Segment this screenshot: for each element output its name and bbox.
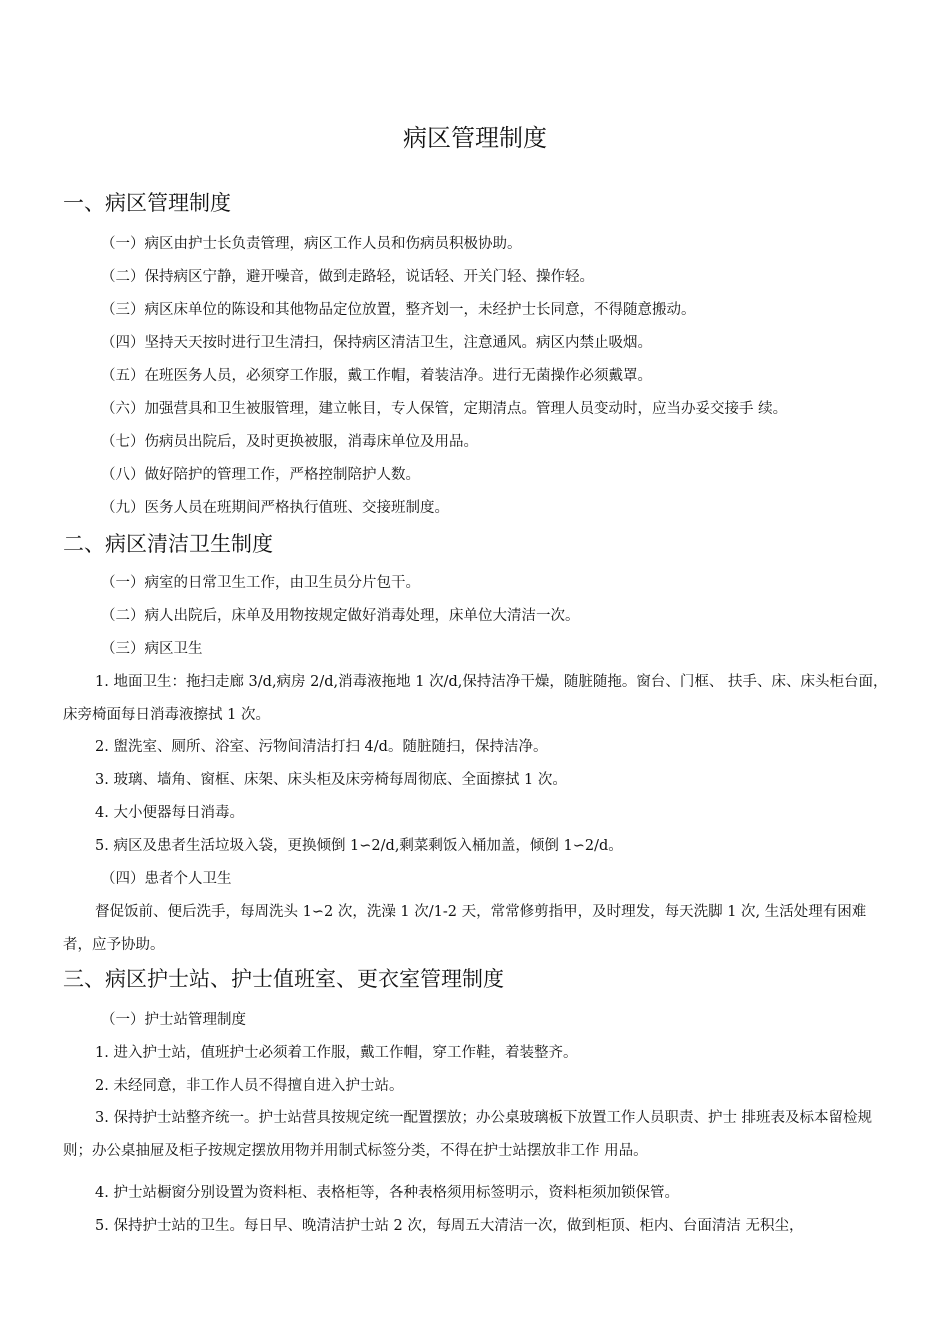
paragraph: 4. 大小便器每日消毒。 <box>95 805 244 821</box>
paragraph: （一）病区由护士长负责管理，病区工作人员和伤病员积极协助。 <box>101 236 522 252</box>
paragraph: （一）病室的日常卫生工作，由卫生员分片包干。 <box>101 575 420 591</box>
paragraph: （六）加强营具和卫生被服管理，建立帐目，专人保管，定期清点。管理人员变动时，应当办妥交接手 续。 <box>101 401 788 417</box>
paragraph: 5. 保持护士站的卫生。每日早、晚清洁护士站 2 次，每周五大清洁一次，做到柜顶、柜内、台面清洁 无积尘， <box>95 1218 804 1234</box>
paragraph: （一）护士站管理制度 <box>101 1012 246 1028</box>
paragraph: （八）做好陪护的管理工作，严格控制陪护人数。 <box>101 467 420 483</box>
paragraph: （三）病区床单位的陈设和其他物品定位放置，整齐划一，未经护士长同意，不得随意搬动。 <box>101 302 696 318</box>
paragraph: （二）病人出院后，床单及用物按规定做好消毒处理，床单位大清洁一次。 <box>101 608 580 624</box>
paragraph: （三）病区卫生 <box>101 641 203 657</box>
paragraph: （四）患者个人卫生 <box>101 871 232 887</box>
paragraph: （二）保持病区宁静，避开噪音，做到走路轻，说话轻、开关门轻、操作轻。 <box>101 269 594 285</box>
paragraph: 5. 病区及患者生活垃圾入袋，更换倾倒 1∽2/d,剩菜剩饭入桶加盖，倾倒 1∽2/d。 <box>95 838 623 854</box>
paragraph: 督促饭前、便后洗手，每周洗头 1∽2 次，洗澡 1 次/1-2 天，常常修剪指甲，及时理发，每天洗脚 1 次, 生活处理有困难者，应予协助。 <box>63 904 867 953</box>
paragraph: （四）坚持天天按时进行卫生清扫，保持病区清洁卫生，注意通风。病区内禁止吸烟。 <box>101 335 652 351</box>
paragraph: 3. 玻璃、墙角、窗框、床架、床头柜及床旁椅每周彻底、全面擦拭 1 次。 <box>95 772 567 788</box>
paragraph: 1. 进入护士站，值班护士必须着工作服，戴工作帽，穿工作鞋，着装整齐。 <box>95 1045 578 1061</box>
page-title: 病区管理制度 <box>403 124 547 152</box>
paragraph: 3. 保持护士站整齐统一。护士站营具按规定统一配置摆放；办公桌玻璃板下放置工作人员职责、护士 排班表及标本留检规则；办公桌抽屉及柜子按规定摆放用物并用制式标签分类，不得在护士站摆放非工作 用品。 <box>63 1110 873 1159</box>
paragraph: （五）在班医务人员，必须穿工作服，戴工作帽，着装洁净。进行无菌操作必须戴罩。 <box>101 368 652 384</box>
paragraph: 2. 盥洗室、厕所、浴室、污物间清洁打扫 4/d。随脏随扫，保持洁净。 <box>95 739 548 755</box>
paragraph: 1. 地面卫生：拖扫走廊 3/d,病房 2/d,消毒液拖地 1 次/d,保持洁净干燥，随脏随拖。窗台、门框、 扶手、床、床头柜台面，床旁椅面每日消毒液擦拭 1 次。 <box>63 674 888 723</box>
paragraph: （七）伤病员出院后，及时更换被服，消毒床单位及用品。 <box>101 434 478 450</box>
section-heading: 一、病区管理制度 <box>63 191 231 215</box>
paragraph: （九）医务人员在班期间严格执行值班、交接班制度。 <box>101 500 449 516</box>
paragraph: 4. 护士站橱窗分别设置为资料柜、表格柜等，各种表格须用标签明示，资料柜须加锁保管。 <box>95 1185 679 1201</box>
section-heading: 三、病区护士站、护士值班室、更衣室管理制度 <box>63 967 504 991</box>
section-heading: 二、病区清洁卫生制度 <box>63 532 273 556</box>
paragraph: 2. 未经同意，非工作人员不得擅自进入护士站。 <box>95 1078 404 1094</box>
